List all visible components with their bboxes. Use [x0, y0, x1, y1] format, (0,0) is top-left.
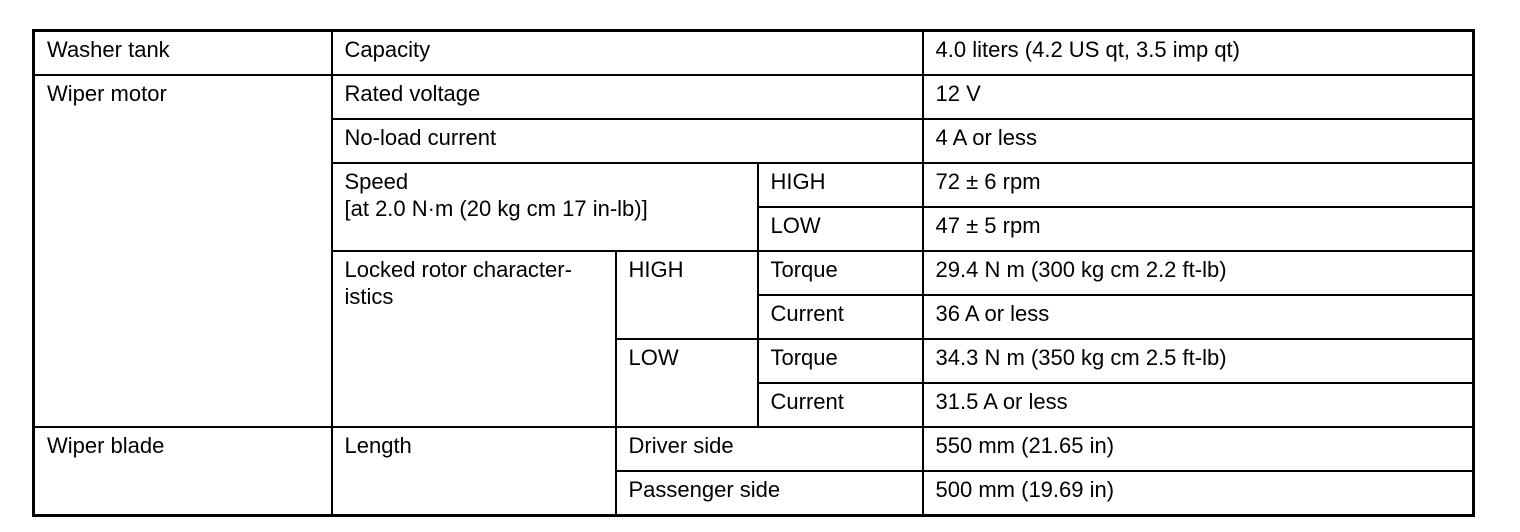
speed-low-value: 47 ± 5 rpm: [923, 207, 1474, 251]
speed-high-value: 72 ± 6 rpm: [923, 163, 1474, 207]
component-washer-tank: Washer tank: [34, 31, 332, 76]
driver-side-value: 550 mm (21.65 in): [923, 427, 1474, 471]
rated-voltage-label: Rated voltage: [332, 75, 923, 119]
length-label: Length: [332, 427, 616, 516]
no-load-current-value: 4 A or less: [923, 119, 1474, 163]
driver-side-label: Driver side: [616, 427, 923, 471]
capacity-label: Capacity: [332, 31, 923, 76]
speed-label-line1: Speed: [344, 169, 409, 194]
locked-rotor-label: [332, 251, 616, 427]
speed-label-line2: [at 2.0 N·m (20 kg cm 17 in-lb)]: [344, 196, 648, 221]
passenger-side-label: Passenger side: [616, 471, 923, 516]
locked-low-current-label: Current: [758, 383, 923, 427]
passenger-side-value: 500 mm (19.69 in): [923, 471, 1474, 516]
component-wiper-motor: Wiper motor: [34, 75, 332, 427]
speed-label: [332, 163, 758, 251]
locked-high-torque-label: Torque: [758, 251, 923, 295]
locked-high-torque-value: 29.4 N m (300 kg cm 2.2 ft-lb): [923, 251, 1474, 295]
table-row: [34, 427, 1474, 471]
component-wiper-blade: Wiper blade: [34, 427, 332, 516]
locked-low-current-value: 31.5 A or less: [923, 383, 1474, 427]
speed-high-label: HIGH: [758, 163, 923, 207]
table-row: [34, 75, 1474, 119]
locked-high-current-value: 36 A or less: [923, 295, 1474, 339]
capacity-value: 4.0 liters (4.2 US qt, 3.5 imp qt): [923, 31, 1474, 76]
wiper-washer-specification-table: [32, 29, 1475, 517]
no-load-current-label: No-load current: [332, 119, 923, 163]
locked-rotor-label-line1: Locked rotor character-: [344, 257, 572, 282]
locked-low-torque-value: 34.3 N m (350 kg cm 2.5 ft-lb): [923, 339, 1474, 383]
locked-high-label: HIGH: [616, 251, 758, 339]
table-row: [34, 31, 1474, 76]
locked-low-label: LOW: [616, 339, 758, 427]
locked-high-current-label: Current: [758, 295, 923, 339]
locked-low-torque-label: Torque: [758, 339, 923, 383]
speed-low-label: LOW: [758, 207, 923, 251]
rated-voltage-value: 12 V: [923, 75, 1474, 119]
locked-rotor-label-line2: istics: [344, 284, 394, 309]
